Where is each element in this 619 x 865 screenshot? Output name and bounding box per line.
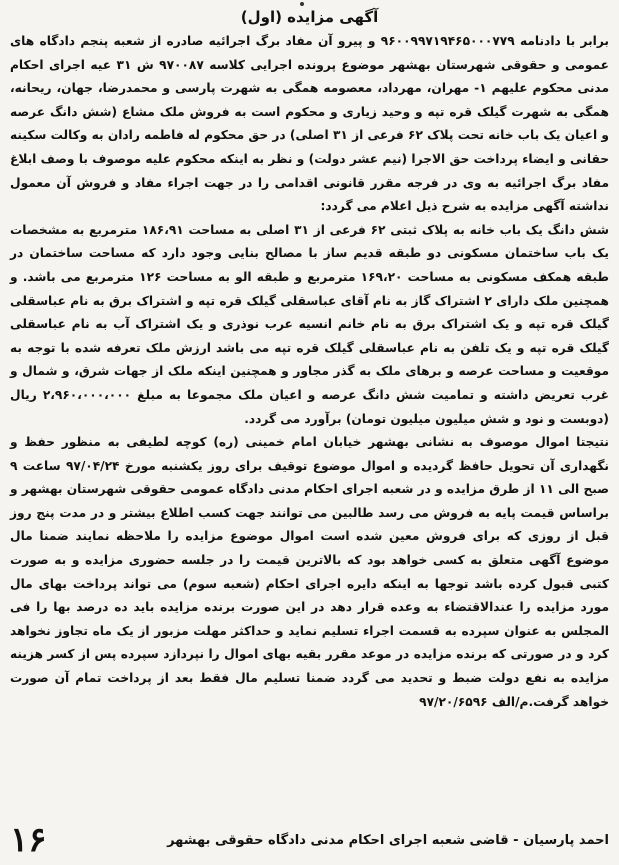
notice-body	[10, 30, 609, 714]
notice-paragraph-auction-terms: نتیجتا اموال موصوف به نشانی بهشهر خیابان امام خمینی (ره) کوچه لطیفی به منظور حفظ و نگهداری آن تحویل حافظ گردیده و اموال موضوع توقیف برای روز یکشنبه مورخ ۹۷/۰۴/۲۴ ساعت ۹ صبح الی ۱۱ از طرق مزایده و در شعبه اجرای احکام مدنی دادگاه عمومی حقوقی شهرستان بهشهر و براساس قیمت پایه به فروش می رسد طالبین می توانند جهت کسب اطلاع بیشتر و در مدت پنج روز قبل از روزی که برای فروش معین شده است اموال موضوع مزایده را ملاحظه نمایند ضمنا مال موضوع آگهی متعلق به کسی خواهد بود که بالاترین قیمت را در جلسه حضوری مزایده و به صورت کتبی قبول کرده باشد توجها به اینکه دایره اجرای احکام (شعبه سوم) می تواند پرداخت بهای مال مورد مزایده را عندالاقتضاء به وعده قرار دهد در این صورت برنده مزایده باید ده درصد بها را فی المجلس به عنوان سپرده به قسمت اجراء تسلیم نماید و حداکثر مهلت مزبور از یک ماه تجاوز نخواهد کرد و در صورتی که برنده مزایده در موعد مقرر بقیه بهای اموال را نپردازد سپرده پس از کسر هزینه مزایده به نفع دولت ضبط و تحدید می گردد ضمنا تسلیم مال فقط بعد از پرداخت تمام آن صورت خواهد گرفت.م/الف ۹۷/۲۰/۶۵۹۶	[10, 435, 610, 709]
notice-title: آگهی مزایده (اول)	[240, 8, 379, 26]
judge-signature: احمد پارسیان - قاضی شعبه اجرای احکام مدنی دادگاه حقوقی بهشهر	[167, 832, 609, 848]
page-number: ۱۶	[10, 820, 47, 860]
notice-paragraph-intro: برابر با دادنامه ۹۶۰۰۹۹۷۱۹۴۶۵۰۰۰۷۷۹ و پیرو آن مفاد برگ اجرائیه صادره از شعبه پنجم دادگاه های عمومی و حقوقی شهرستان بهشهر موضوع پرونده اجرایی کلاسه ۹۷۰۰۸۷ ش ۳۱ عیه اجرای احکام مدنی محکوم علیهم ۱- مهران، مهرداد، معصومه همگی به شهرت پارسی و محمدرضا، جهان، ریحانه، همگی به شهرت گیلک قره تپه و وحید زیاری و محکوم است به فروش ملک مشاع (شش دانگ عرصه و اعیان یک باب خانه تحت پلاک ۶۲ فرعی از ۳۱ اصلی) در حق محکوم له فاطمه رادان به وکالت سکینه حقانی و ایضاء پرداخت حق الاجرا (نیم عشر دولت) و نظر به اینکه محکوم علیه موصوف با وصف ابلاغ مفاد برگ اجرائیه به وی در فرجه مقرر قانونی اقدامی را در جهت اجراء مفاد و فروش آن معمول نداشته آگهی مزایده به شرح ذیل اعلام می گردد:	[10, 34, 609, 214]
notice-paragraph-property: شش دانگ یک باب خانه به پلاک ثبتی ۶۲ فرعی از ۳۱ اصلی به مساحت ۱۸۶،۹۱ مترمربع به مشخصات یک باب ساختمان مسکونی دو طبقه قدیم ساز با مصالح بنایی وجود دارد که مساحت ساختمان در طبقه همکف مسکونی به مساحت ۱۶۹،۲۰ مترمربع و طبقه الو به مساحت ۱۲۶ مترمربع می باشد. و همچنین ملک دارای ۲ اشتراک گاز به نام آقای عباسقلی گیلک قره تپه و اشتراک برق به نام عباسقلی گیلک قره تپه و یک اشتراک برق به نام خانم انسیه عرب نوذری و یک اشتراک آب به نام عباسقلی گیلک قره تپه و یک تلفن به نام عباسقلی گیلک قره تپه می باشد ارزش ملک تعرفه شده با توجه به موقعیت و مساحت عرصه و برهای ملک به گذر مجاور و همچنین اینکه ملک از جهات شرق، و شمال و غرب تعریض داشته و تمامیت شش دانگ عرصه و اعیان ملک مجموعا به مبلغ ۲،۹۶۰،۰۰۰،۰۰۰ ریال (دوبست و نود و شش میلیون میلیون تومان) برآورد می گردد.	[10, 222, 609, 426]
signature-row	[10, 822, 609, 858]
print-dot	[300, 2, 304, 6]
